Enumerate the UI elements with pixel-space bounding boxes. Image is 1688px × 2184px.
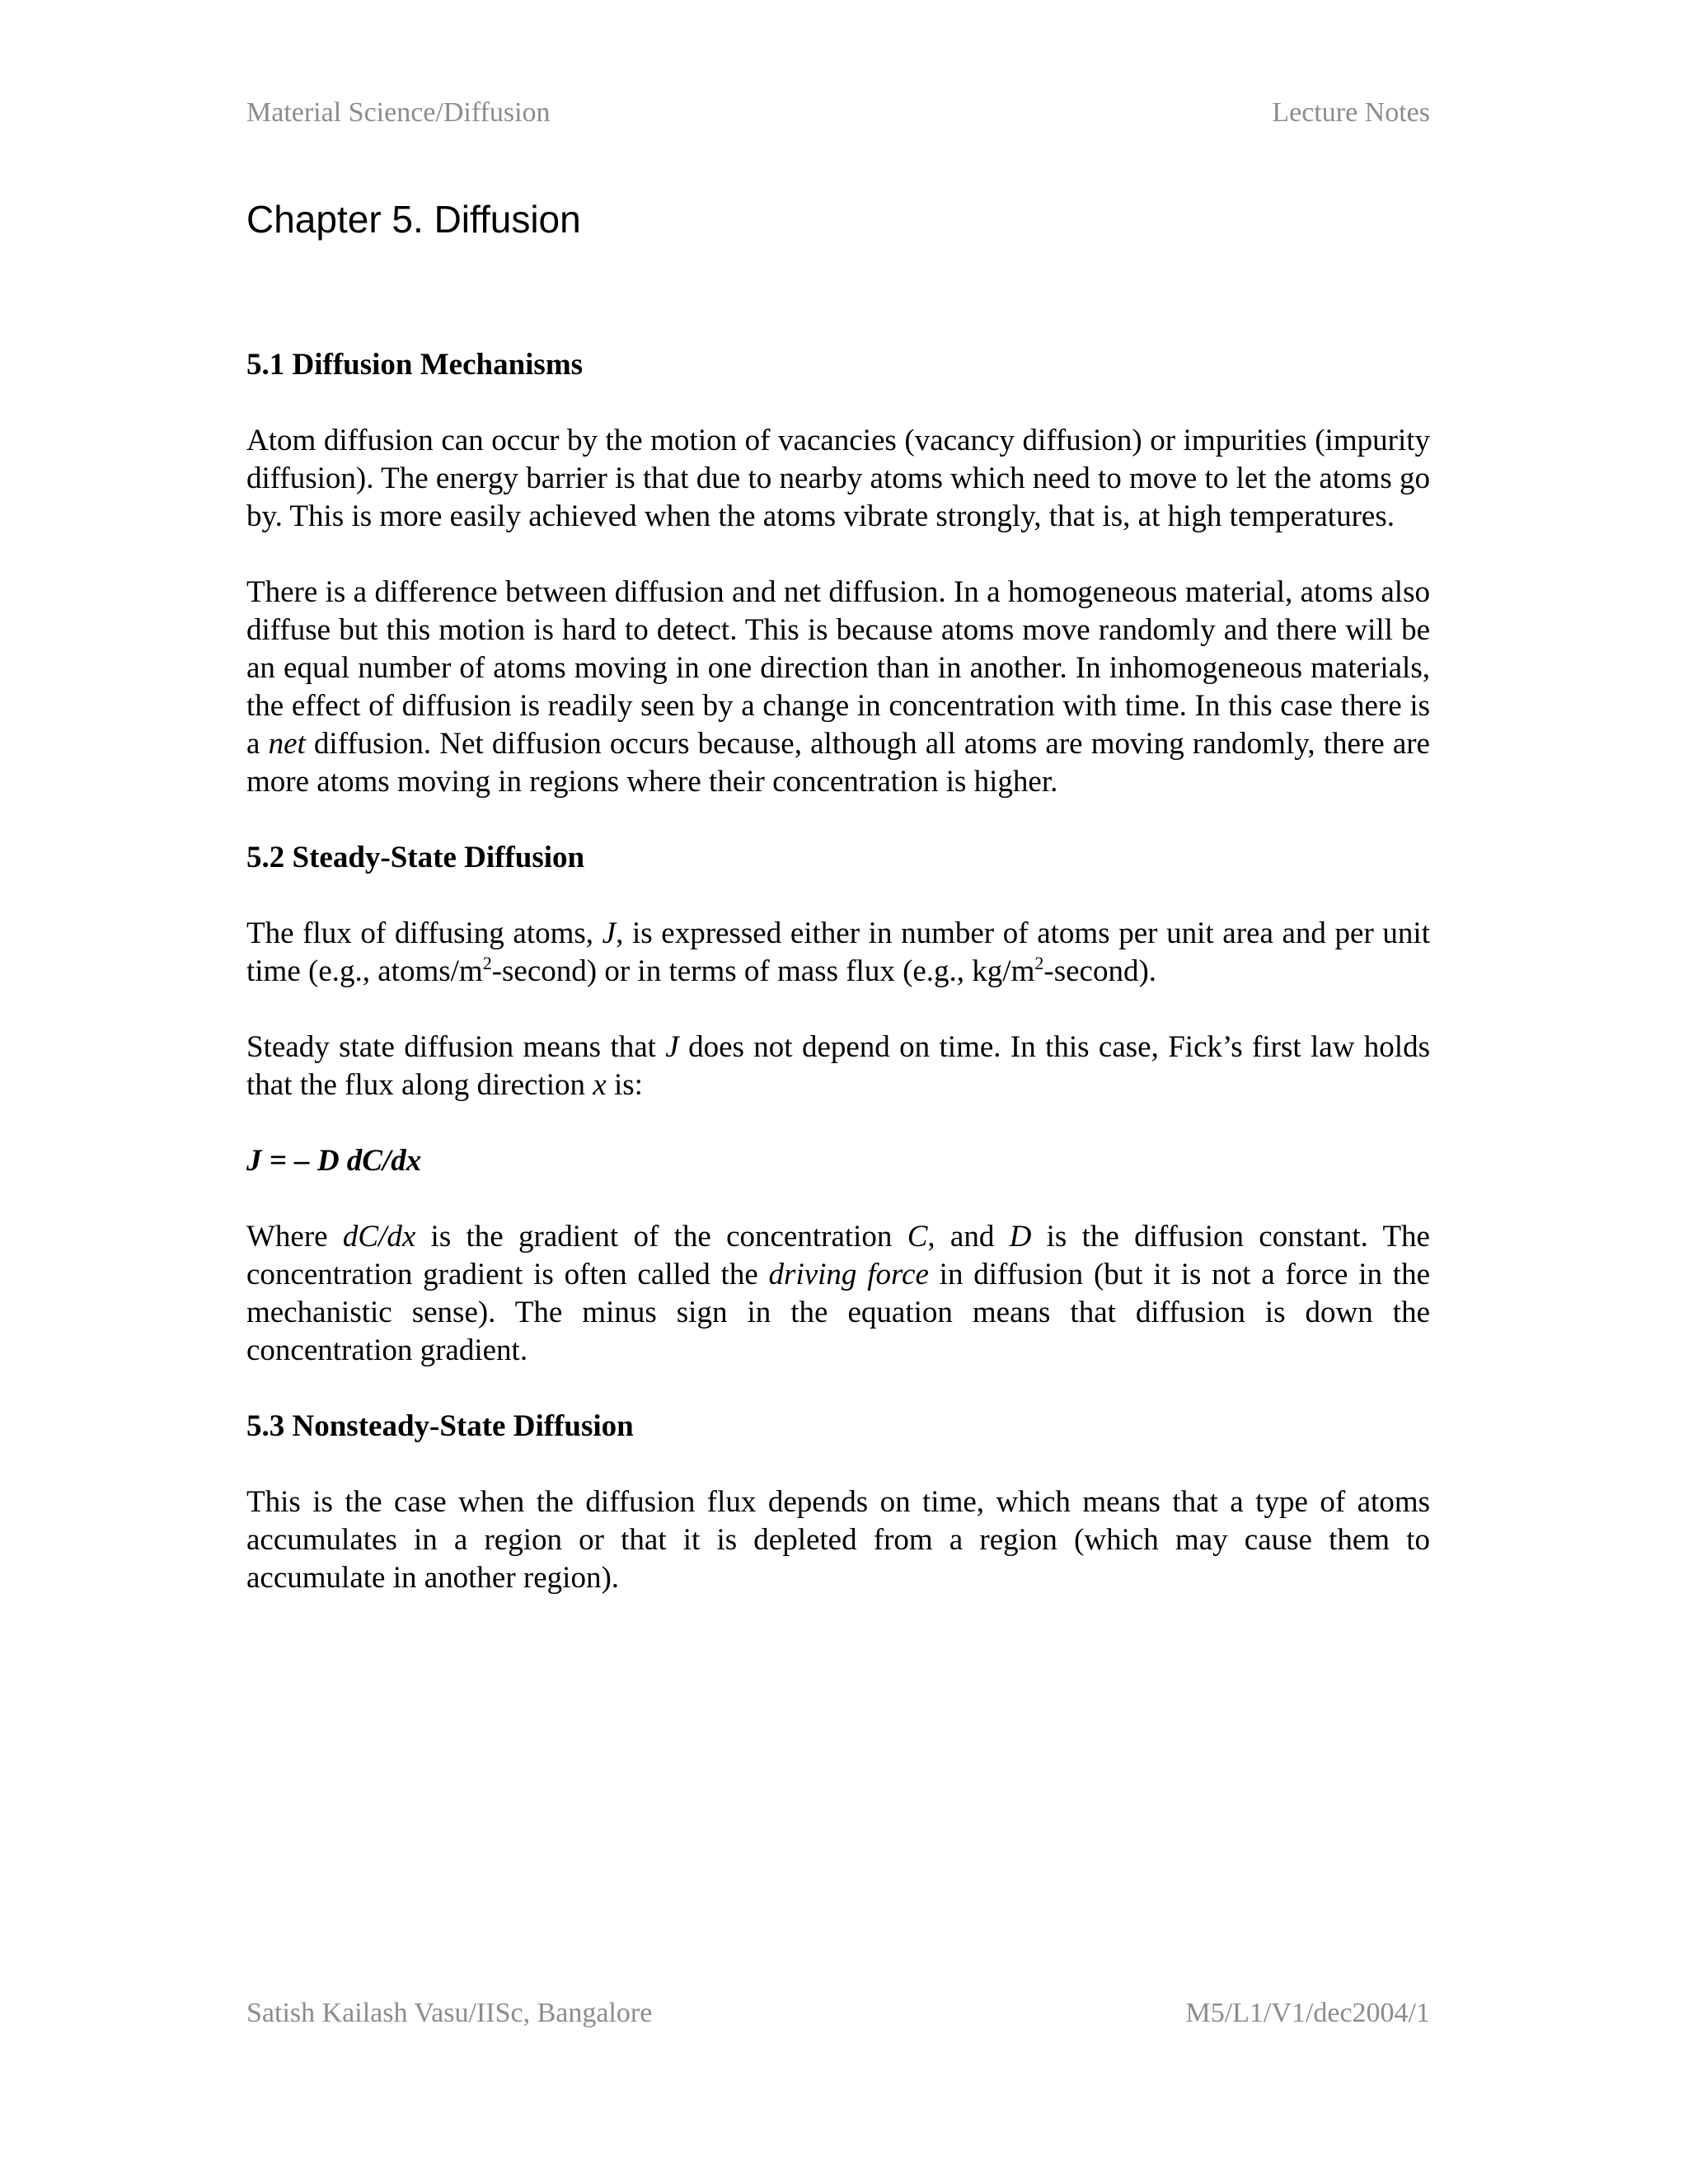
- paragraph-where: [246, 1218, 1430, 1370]
- text-segment: -second) or in terms of mass flux (e.g., kg/m: [491, 954, 1035, 988]
- text-segment: Steady state diffusion means that: [246, 1030, 666, 1064]
- symbol-c: C: [907, 1220, 928, 1254]
- document-body: [246, 194, 1430, 1597]
- symbol-j: J: [665, 1030, 679, 1064]
- paragraph-steady-state: [246, 1029, 1430, 1104]
- term-driving-force: driving force: [768, 1258, 929, 1291]
- text-segment: , is expressed either in number of atoms per unit area and per unit time (e.g., atoms/m: [246, 916, 1430, 988]
- text-segment: diffusion. Net diffusion occurs because, although all atoms are moving randomly, there are more atoms moving in regions where their concentration is higher.: [246, 727, 1430, 799]
- text-segment: is the gradient of the concentration: [415, 1220, 907, 1254]
- ficks-first-law-equation: J = – D dC/dx: [246, 1144, 422, 1178]
- page-header: [246, 97, 1430, 129]
- page-footer: [246, 1998, 1430, 2029]
- section-heading-5-2: 5.2 Steady-State Diffusion: [246, 841, 585, 874]
- symbol-j: J: [602, 916, 617, 950]
- paragraph-flux: [246, 915, 1430, 991]
- text-segment: is:: [606, 1068, 643, 1102]
- text-segment: is the diffusion constant. The concentration gradient is often called the: [246, 1220, 1430, 1291]
- italic-term-net: net: [268, 727, 306, 761]
- text-segment: There is a difference between diffusion and net diffusion. In a homogeneous material, atoms also diffuse but this motion is hard to detect. This is because atoms move randomly and there will be an equal number of atoms moving in one direction than in another. In inhomogeneous materials, the effect of diffusion is readily seen by a change in concentration with time. In this case there is a: [246, 575, 1430, 761]
- text-segment: , and: [927, 1220, 1010, 1254]
- header-right: Lecture Notes: [1272, 97, 1430, 128]
- symbol-d: D: [1009, 1220, 1032, 1254]
- section-heading-5-3: 5.3 Nonsteady-State Diffusion: [246, 1409, 634, 1443]
- footer-left: Satish Kailash Vasu/IISc, Bangalore: [246, 1998, 653, 2028]
- text-segment: Where: [246, 1220, 343, 1254]
- text-segment: -second).: [1043, 954, 1157, 988]
- header-left: Material Science/Diffusion: [246, 97, 551, 128]
- chapter-title: Chapter 5. Diffusion: [246, 198, 581, 241]
- symbol-x: x: [593, 1068, 607, 1102]
- text-segment: does not depend on time. In this case, Fick’s first law holds that the flux along direction: [246, 1030, 1430, 1102]
- paragraph-diffusion-mechanisms: Atom diffusion can occur by the motion of vacancies (vacancy diffusion) or impurities (impurity diffusion). The energy barrier is that due to nearby atoms which need to move to let the atoms go by. This is more easily achieved when the atoms vibrate strongly, that is, at high temperatures.: [246, 424, 1430, 533]
- superscript: 2: [1034, 953, 1044, 973]
- symbol-dcdx: dC/dx: [342, 1220, 416, 1254]
- paragraph-net-diffusion: [246, 574, 1430, 801]
- text-segment: The flux of diffusing atoms,: [246, 916, 603, 950]
- paragraph-nonsteady-state: This is the case when the diffusion flux depends on time, which means that a type of atoms accumulates in a region or that it is depleted from a region (which may cause them to accumulate in another region).: [246, 1485, 1430, 1595]
- section-heading-5-1: 5.1 Diffusion Mechanisms: [246, 348, 584, 382]
- text-segment: in diffusion (but it is not a force in the mechanistic sense). The minus sign in the equation means that diffusion is down the concentration gradient.: [246, 1258, 1430, 1367]
- footer-right: M5/L1/V1/dec2004/1: [1185, 1998, 1430, 2028]
- superscript: 2: [482, 953, 492, 973]
